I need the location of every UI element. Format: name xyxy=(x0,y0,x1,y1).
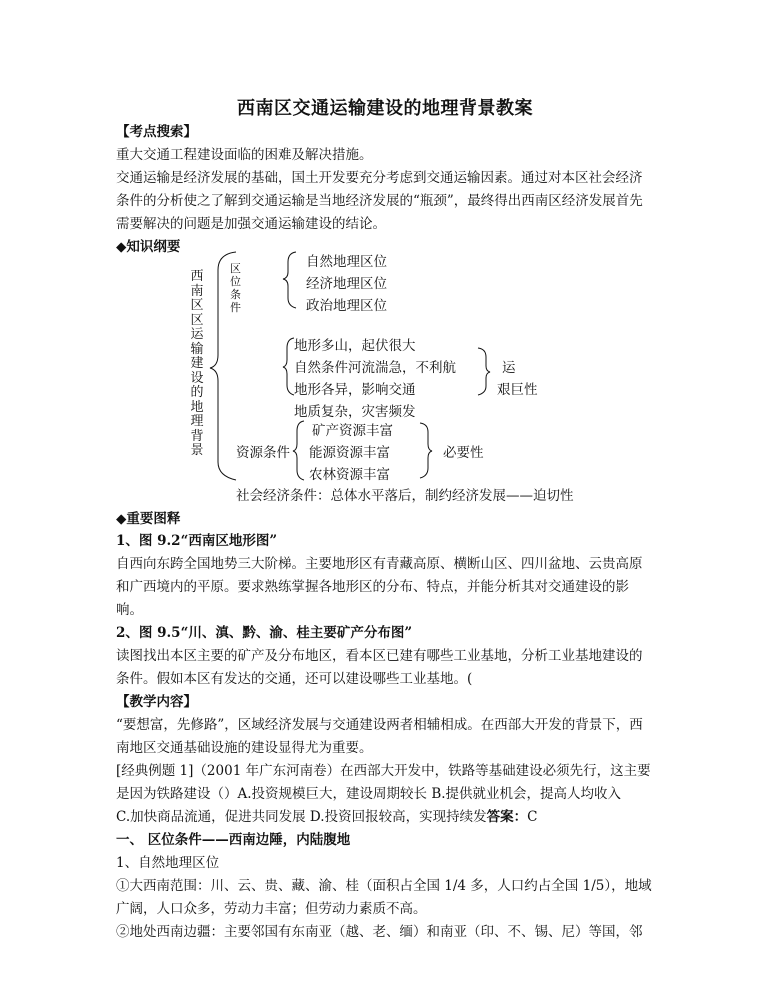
resource-result: 必要性 xyxy=(443,445,484,461)
teaching-text: 南地区交通基础设施的建设显得尤为重要。 xyxy=(116,740,373,756)
part1-subheading: 1、自然地理区位 xyxy=(116,855,220,871)
terrain-result: 运 xyxy=(502,360,516,376)
outline-root-label: 西南区区运输建设的地理背景 xyxy=(190,269,204,458)
location-label: 区位条件 xyxy=(230,262,241,314)
answer-value: C xyxy=(527,809,538,825)
kaodian-heading: 【考点搜索】 xyxy=(116,124,197,140)
answer-label: 答案： xyxy=(486,809,528,825)
fig2-title: 2、图 9.5“川、滇、黔、渝、桂主要矿产分布图” xyxy=(116,625,413,641)
fig1-text: 响。 xyxy=(116,602,143,618)
part1-text: 广阔，人口众多，劳动力丰富；但劳动力素质不高。 xyxy=(116,901,427,917)
example-text: （2001 年广东河南卷）在西部大开发中，铁路等基础建设必须先行，这主要 xyxy=(193,763,651,779)
example-line xyxy=(116,807,537,827)
resource-item: 矿产资源丰富 xyxy=(312,423,393,439)
part1-text: ①大西南范围：川、云、贵、藏、渝、桂（面积占全国 1/4 多，人口约占全国 1/5），地域 xyxy=(116,878,652,894)
example-text: C.加快商品流通，促进共同发展 D.投资回报较高，实现持续发 xyxy=(116,809,487,825)
teaching-heading: 【教学内容】 xyxy=(116,694,197,710)
fig1-title: 1、图 9.2“西南区地形图” xyxy=(116,533,278,549)
fig2-text: 条件。假如本区有发达的交通，还可以建设哪些工业基地。( xyxy=(116,671,473,687)
fig1-text: 和广西境内的平原。要求熟练掌握各地形区的分布、特点，并能分析其对交通建设的影 xyxy=(116,579,629,595)
example-label: [经典例题 1] xyxy=(116,763,194,779)
resource-left-brace xyxy=(293,421,304,480)
location-item: 政治地理区位 xyxy=(306,298,387,314)
terrain-right-brace xyxy=(478,348,490,395)
kaodian-line: 需要解决的问题是加强交通运输建设的结论。 xyxy=(116,216,386,232)
resource-item: 农林资源丰富 xyxy=(309,467,390,483)
terrain-item: 地形各异，影响交通 xyxy=(294,382,416,398)
terrain-item: 自然条件河流湍急，不利航 xyxy=(294,360,456,376)
figures-heading: ◆重要图释 xyxy=(116,511,181,527)
terrain-result: 艰巨性 xyxy=(497,382,538,398)
terrain-item: 地形多山，起伏很大 xyxy=(294,338,416,354)
part1-heading: 一、 区位条件——西南边陲，内陆腹地 xyxy=(116,832,351,848)
part1-text: ②地处西南边疆：主要邻国有东南亚（越、老、缅）和南亚（印、不、锡、尼）等国，邻 xyxy=(116,924,643,940)
kaodian-line: 条件的分析使之了解到交通运输是当地经济发展的“瓶颈”，最终得出西南区经济发展首先 xyxy=(116,193,643,209)
teaching-text: “要想富，先修路”，区域经济发展与交通建设两者相辅相成。在西部大开发的背景下，西 xyxy=(116,717,643,733)
page-title: 西南区交通运输建设的地理背景教案 xyxy=(237,98,533,119)
terrain-left-brace xyxy=(283,338,294,395)
resource-item: 能源资源丰富 xyxy=(309,445,390,461)
social-condition-line: 社会经济条件：总体水平落后，制约经济发展——迫切性 xyxy=(236,488,574,504)
fig2-text: 读图找出本区主要的矿产及分布地区，看本区已建有哪些工业基地，分析工业基地建设的 xyxy=(116,648,643,664)
example-line xyxy=(116,761,651,781)
location-brace xyxy=(283,252,296,308)
zhishi-heading: ◆知识纲要 xyxy=(116,239,181,255)
terrain-item: 地质复杂，灾害频发 xyxy=(294,404,416,420)
resource-right-brace xyxy=(420,423,432,478)
resource-label: 资源条件 xyxy=(236,445,290,461)
example-text: 是因为铁路建设（）A.投资规模巨大，建设周期较长 B.提供就业机会，提高人均收入 xyxy=(116,786,622,802)
kaodian-line: 重大交通工程建设面临的困难及解决措施。 xyxy=(116,147,373,163)
location-item: 经济地理区位 xyxy=(306,276,387,292)
kaodian-line: 交通运输是经济发展的基础，国土开发要充分考虑到交通运输因素。通过对本区社会经济 xyxy=(116,170,643,186)
location-item: 自然地理区位 xyxy=(306,254,387,270)
fig1-text: 自西向东跨全国地势三大阶梯。主要地形区有青藏高原、横断山区、四川盆地、云贵高原 xyxy=(116,556,643,572)
